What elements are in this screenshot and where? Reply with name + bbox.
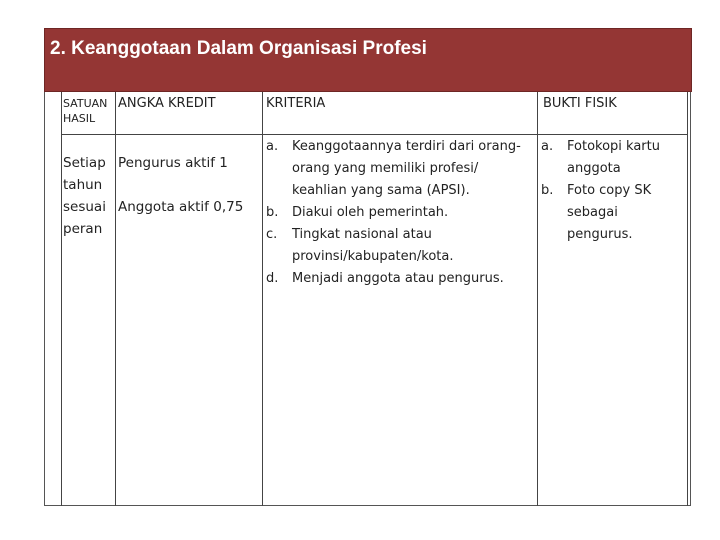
bukti-fisik-list bbox=[541, 136, 686, 246]
list-marker: c. bbox=[266, 227, 278, 242]
slide-title: 2. Keanggotaan Dalam Organisasi Profesi bbox=[50, 38, 427, 59]
header-bukti-fisik: BUKTI FISIK bbox=[543, 96, 617, 111]
list-item bbox=[541, 136, 686, 180]
header-satuan-hasil: SATUAN HASIL bbox=[63, 97, 108, 125]
table-divider-kriteria-bukti bbox=[537, 92, 538, 506]
list-item-text: Keanggotaannya terdiri dari orang-orang yang memiliki profesi/ keahlian yang sama (APSI). bbox=[292, 139, 521, 198]
list-marker: a. bbox=[541, 139, 554, 154]
list-marker: a. bbox=[266, 139, 279, 154]
kriteria-cell bbox=[266, 136, 536, 290]
angka-kredit-line: Pengurus aktif 1 bbox=[118, 155, 228, 171]
header-kriteria: KRITERIA bbox=[266, 96, 326, 111]
list-item-text: Tingkat nasional atau provinsi/kabupaten/kota. bbox=[292, 227, 454, 264]
satuan-hasil-line: sesuai bbox=[63, 199, 106, 215]
satuan-hasil-line: tahun bbox=[63, 177, 103, 193]
list-marker: b. bbox=[266, 205, 279, 220]
list-marker: d. bbox=[266, 271, 279, 286]
list-item bbox=[266, 224, 536, 268]
list-item bbox=[266, 202, 536, 224]
list-item-text: Diakui oleh pemerintah. bbox=[292, 205, 449, 220]
satuan-hasil-line: Setiap bbox=[63, 155, 106, 171]
list-marker: b. bbox=[541, 183, 554, 198]
table-border-left bbox=[61, 92, 62, 506]
table-divider-angka-kriteria bbox=[262, 92, 263, 506]
list-item bbox=[541, 180, 686, 246]
kriteria-list bbox=[266, 136, 536, 290]
satuan-hasil-line: peran bbox=[63, 221, 103, 237]
table-header-divider bbox=[61, 134, 687, 135]
table-border-right bbox=[687, 92, 688, 506]
list-item bbox=[266, 136, 536, 202]
list-item-text: Fotokopi kartu anggota bbox=[567, 139, 660, 176]
satuan-hasil-cell bbox=[63, 152, 117, 240]
title-bar bbox=[44, 28, 692, 92]
list-item-text: Foto copy SK sebagai pengurus. bbox=[567, 183, 652, 242]
bukti-fisik-cell bbox=[541, 136, 686, 246]
angka-kredit-line bbox=[118, 174, 258, 196]
list-item bbox=[266, 268, 536, 290]
angka-kredit-cell bbox=[118, 152, 258, 218]
angka-kredit-line: Anggota aktif 0,75 bbox=[118, 199, 244, 215]
header-angka-kredit: ANGKA KREDIT bbox=[118, 96, 216, 111]
list-item-text: Menjadi anggota atau pengurus. bbox=[292, 271, 504, 286]
